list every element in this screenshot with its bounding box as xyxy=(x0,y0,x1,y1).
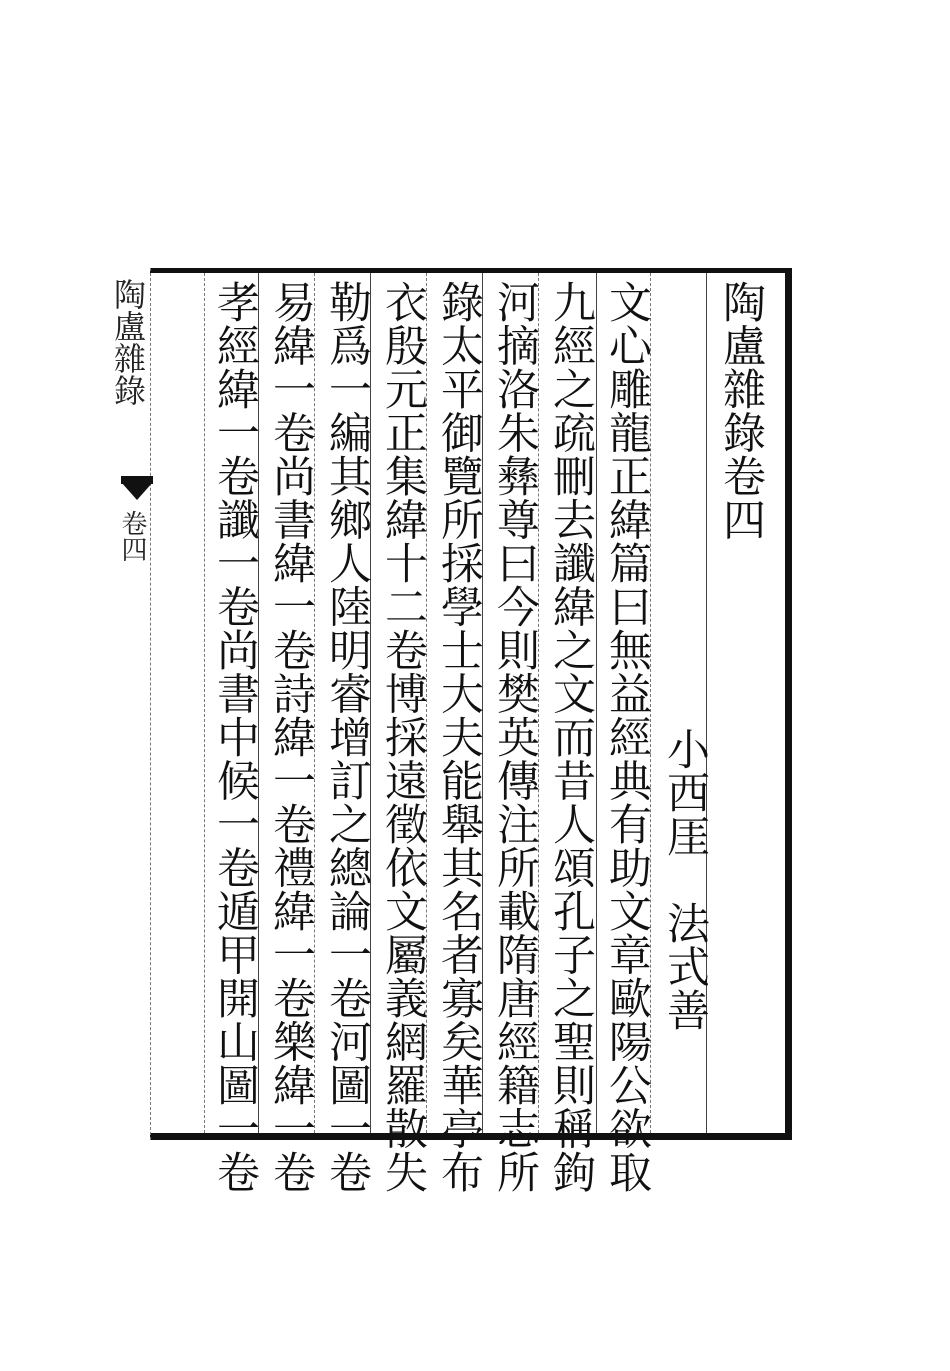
margin-juan: 卷四 xyxy=(117,510,147,562)
text-column: 勒爲一編其鄉人陸明睿增訂之總論一卷河圖一卷 xyxy=(322,280,372,1194)
book-title: 陶盧雜錄卷四 xyxy=(716,280,766,541)
text-column: 河摘洛朱彝尊曰今則樊英傳注所載隋唐經籍志所 xyxy=(490,280,540,1194)
frame-left-edge xyxy=(150,268,152,1140)
column-rule xyxy=(204,273,205,1133)
text-column: 易緯一卷尚書緯一卷詩緯一卷禮緯一卷樂緯一卷 xyxy=(266,280,316,1194)
text-column: 孝經緯一卷讖一卷尚書中候一卷遁甲開山圖一卷 xyxy=(210,280,260,1194)
text-column: 文心雕龍正緯篇曰無益經典有助文章歐陽公欲取 xyxy=(602,280,652,1194)
fish-tail-mark xyxy=(121,482,153,500)
text-column: 衣殷元正集緯十二卷博採遠徵依文屬義網羅散失 xyxy=(378,280,428,1194)
text-column: 九經之疏刪去讖緯之文而昔人頌孔子之聖則稱鉤 xyxy=(546,280,596,1194)
margin-title: 陶盧雜錄 xyxy=(109,278,147,406)
author-line: 小西厓 法式善 xyxy=(660,727,710,1032)
text-column: 錄太平御覽所採學士大夫能舉其名者寡矣華亭布 xyxy=(434,280,484,1194)
